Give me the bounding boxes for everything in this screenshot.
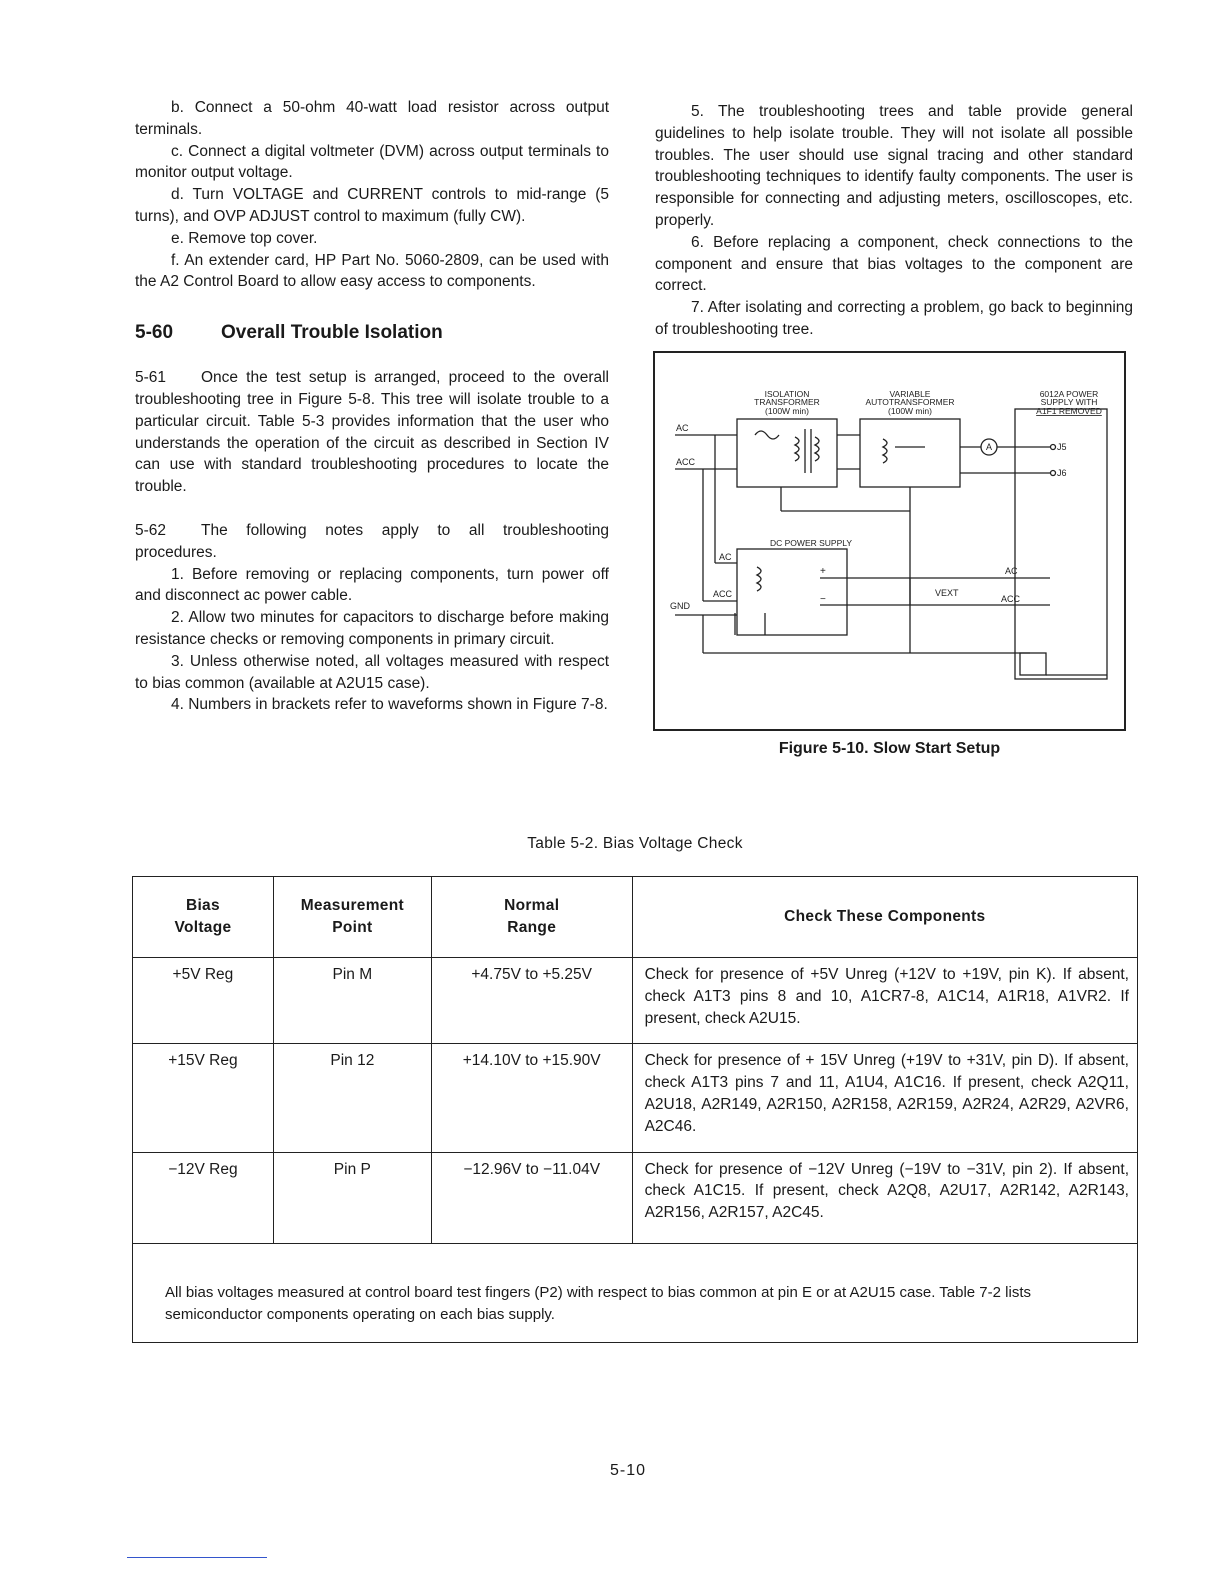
measurement-point-cell: Pin P (273, 1152, 431, 1243)
normal-range-cell: +14.10V to +15.90V (431, 1044, 632, 1152)
isolation-transformer-label-3: (100W min) (765, 406, 809, 416)
autotransformer-box (860, 419, 960, 487)
vext-label: VEXT (935, 588, 959, 598)
header-text: Bias (185, 897, 220, 915)
power-supply-label-3: A1F1 REMOVED (1036, 406, 1102, 416)
header-text: Voltage (174, 919, 232, 936)
table-row (133, 1044, 1138, 1152)
j6-terminal-icon (1051, 471, 1056, 476)
transformer-coil-icon (755, 431, 779, 439)
paragraph-text: Once the test setup is arranged, proceed to the overall troubleshooting tree in Figure 5-8. This tree will isolate trouble to a particular circuit. Table 5-3 provides information that the user who understands the operation of the circuit as described in Section IV can use with standard troubleshooting procedures to locate the trouble. (135, 369, 609, 496)
header-bias-voltage (133, 877, 274, 958)
setup-step-f: f. An extender card, HP Part No. 5060-2809, can be used with the A2 Control Board to allow easy access to components. (135, 251, 609, 291)
normal-range-cell: +4.75V to +5.25V (431, 958, 632, 1044)
gnd-label: GND (670, 601, 690, 611)
page-number: 5-10 (609, 1462, 647, 1479)
transformer-winding-icon (795, 437, 799, 461)
dc-supply-title: DC POWER SUPPLY (770, 538, 853, 548)
note-3: 3. Unless otherwise noted, all voltages measured with respect to bias common (available at A2U15 case). (135, 652, 609, 692)
figure-caption: Figure 5-10. Slow Start Setup (778, 740, 1001, 757)
acc-right-label: ACC (1001, 594, 1021, 604)
note-1: 1. Before removing or replacing components, turn power off and disconnect ac power cable. (135, 565, 609, 605)
bias-voltage-table (132, 876, 1138, 1343)
components-cell: Check for presence of +5V Unreg (+12V to +19V, pin K). If absent, check A1T3 pins 8 and 10, A1CR7-8, A1C14, A1R18, A1VR2. If present, check A2U15. (632, 958, 1137, 1044)
paragraph-number: 5-62 (135, 521, 167, 539)
header-normal-range (431, 877, 632, 958)
measurement-point-cell: Pin M (273, 958, 431, 1044)
note-4: 4. Numbers in brackets refer to waveforms shown in Figure 7-8. (171, 696, 608, 714)
header-text: Normal (504, 897, 560, 915)
normal-range-cell: −12.96V to −11.04V (431, 1152, 632, 1243)
dc-plus-label: + (820, 566, 826, 577)
components-cell: Check for presence of −12V Unreg (−19V to −31V, pin 2). If absent, check A1C15. If present, check A2Q8, A2U17, A2R142, A2R143, A2R156, A2R157, A2C45. (632, 1152, 1137, 1243)
dc-supply-coil-icon (757, 567, 761, 591)
acc-input-label: ACC (676, 457, 696, 467)
isolation-transformer-label-2: TRANSFORMER (754, 397, 820, 407)
table-footnote-row (133, 1243, 1138, 1342)
setup-step-c: c. Connect a digital voltmeter (DVM) across output terminals to monitor output voltage. (135, 142, 609, 182)
dc-minus-label: − (820, 594, 826, 605)
table-footnote: All bias voltages measured at control board test fingers (P2) with respect to bias common at pin E or at A2U15 case. Table 7-2 lists semiconductor components operating on each bias supply. (133, 1243, 1138, 1342)
isolation-transformer-label-1: ISOLATION (764, 389, 810, 399)
table-row (133, 1152, 1138, 1243)
note-6: 6. Before replacing a component, check connections to the component and ensure that bias voltages to the component are correct. (655, 233, 1133, 295)
dc-supply-ac-label: AC (719, 552, 732, 562)
autotransformer-label-2: AUTOTRANSFORMER (865, 397, 955, 407)
header-check-components: Check These Components (632, 877, 1137, 958)
paragraph-text: The following notes apply to all troubleshooting procedures. (135, 521, 609, 561)
output-return-box (1020, 653, 1046, 675)
note-2: 2. Allow two minutes for capacitors to discharge before making resistance checks or removing components in primary circuit. (135, 609, 609, 648)
setup-step-e: e. Remove top cover. (171, 229, 318, 247)
table-title: Table 5-2. Bias Voltage Check (527, 835, 743, 852)
table-row (133, 958, 1138, 1044)
isolation-transformer-box (737, 419, 837, 487)
j6-label: J6 (1057, 468, 1067, 478)
dc-power-supply-box (737, 549, 847, 635)
ammeter-label: A (985, 442, 993, 452)
setup-step-b: b. Connect a 50-ohm 40-watt load resistor across output terminals. (135, 99, 609, 138)
footer-rule (127, 1557, 267, 1558)
autotransformer-label-1: VARIABLE (889, 389, 931, 399)
j5-terminal-icon (1051, 445, 1056, 450)
right-column (655, 101, 1133, 341)
power-supply-label-1: 6012A POWER (1039, 389, 1099, 399)
paragraph-5-62 (135, 520, 609, 564)
bias-voltage-cell: −12V Reg (133, 1152, 274, 1243)
table-header-row (133, 877, 1138, 958)
measurement-point-cell: Pin 12 (273, 1044, 431, 1152)
bias-voltage-cell: +15V Reg (133, 1044, 274, 1152)
header-text: Range (507, 919, 557, 936)
paragraph-number: 5-61 (135, 369, 167, 387)
note-5: 5. The troubleshooting trees and table provide general guidelines to help isolate trouble. They will not isolate all possible troubles. The user should use signal tracing and other standard troubleshooting techniques to identify faulty components. The user is responsible for connecting and adjusting meters, oscilloscopes, etc. properly. (655, 103, 1133, 229)
paragraph-5-61 (135, 367, 609, 498)
dc-supply-acc-label: ACC (713, 589, 733, 599)
components-cell: Check for presence of + 15V Unreg (+19V to +31V, pin D). If absent, check A1T3 pins 7 and 11, A1U4, A1C16. If present, check A2Q11, A2U18, A2R149, A2R150, A2R158, A2R159, A2R24, A2R29, A2VR6, A2C46. (632, 1044, 1137, 1152)
autotransformer-label-3: (100W min) (888, 406, 932, 416)
header-text: Point (332, 919, 373, 936)
section-heading (135, 321, 609, 345)
header-text: Measurement (300, 897, 404, 915)
slow-start-setup-figure (653, 351, 1126, 731)
note-7: 7. After isolating and correcting a problem, go back to beginning of troubleshooting tree. (655, 299, 1133, 338)
ac-right-label: AC (1005, 566, 1018, 576)
autotransformer-coil-icon (883, 439, 887, 463)
j5-label: J5 (1057, 442, 1067, 452)
left-column (135, 97, 609, 716)
header-measurement-point (273, 877, 431, 958)
ac-input-label: AC (676, 423, 689, 433)
power-supply-label-2: SUPPLY WITH (1040, 397, 1098, 407)
setup-step-d: d. Turn VOLTAGE and CURRENT controls to mid-range (5 turns), and OVP ADJUST control to maximum (fully CW). (135, 186, 609, 225)
section-number: 5-60 (135, 322, 174, 344)
schematic-diagram (655, 353, 1124, 729)
section-title: Overall Trouble Isolation (221, 322, 443, 344)
bias-voltage-cell: +5V Reg (133, 958, 274, 1044)
